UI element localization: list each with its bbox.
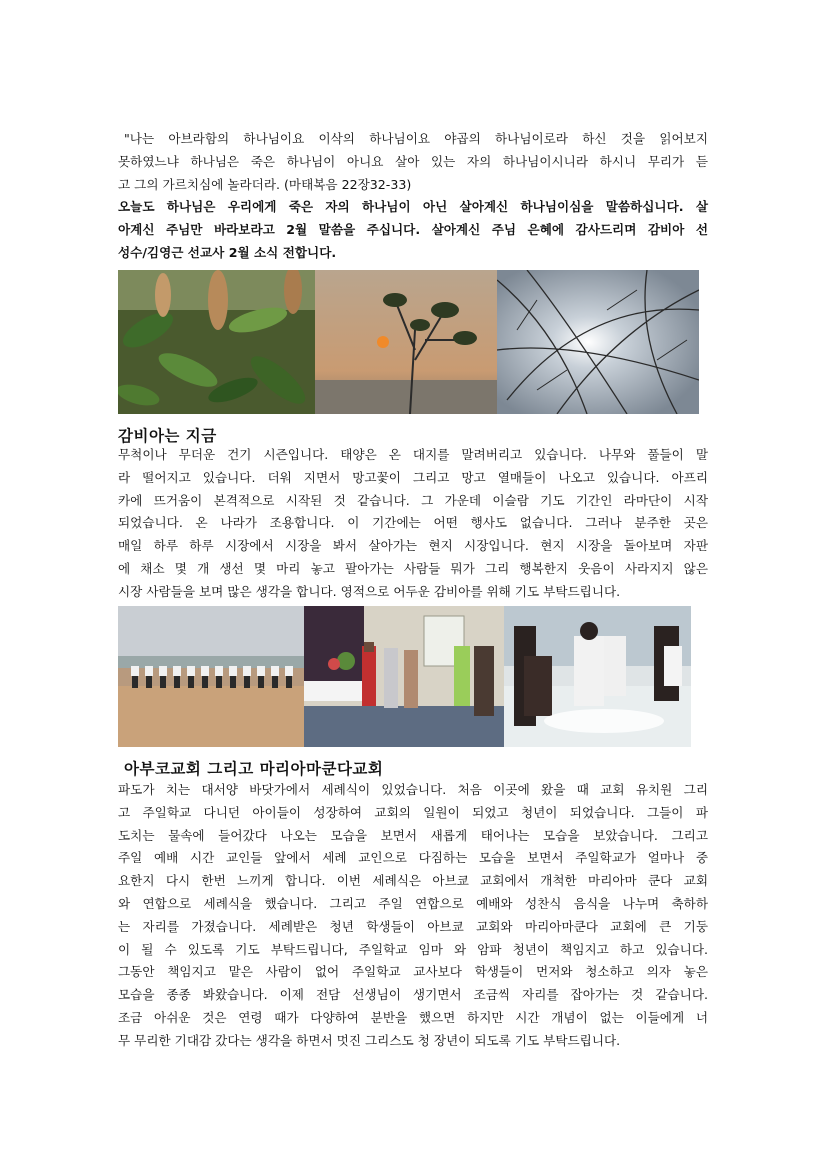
sunset-sea-photo [315,270,497,414]
section-title-gambia-now: 감비아는 지금 [118,427,217,445]
body-line: 고 주일학교 다니던 아이들이 성장하여 교회의 일원이 되었고 청년이 되었습니다. 그들이 파 [118,804,708,820]
body-line: 매일 하루 하루 시장에서 시장을 봐서 살아가는 현지 시장입니다. 현지 시장을 돌아보며 자판 [118,538,708,554]
church-service-photo [304,606,504,747]
body-line: 요한지 다시 한번 느끼게 합니다. 이번 세례식은 아브쿄 교회에서 개척한 마리아마 쿤다 교회 [118,873,708,889]
body-line: 조금 아쉬운 것은 연령 때가 다양하여 분반을 했으면 하지만 시간 개념이 없는 이들에게 너 [118,1009,708,1025]
body-line: 그동안 책임지고 맡은 사람이 없어 주일학교 교사보다 학생들이 먼저와 청소하고 의자 놓은 [118,964,708,980]
beach-baptism-group-photo [118,606,304,747]
intro-line: 오늘도 하나님은 우리에게 죽은 자의 하나님이 아닌 살아계신 하나님이심을 말씀하십니다. 살 [118,199,708,215]
body-line: 시장 사람들을 보며 많은 생각을 합니다. 영적으로 어두운 감비아를 위해 기도 부탁드립니다. [118,583,621,599]
body-line: 카에 뜨거움이 본격적으로 시작된 것 같습니다. 그 가운데 이슬람 기도 기간인 라마단이 시작 [118,492,708,508]
body-line: 주일 예배 시간 교인들 앞에서 세례 교인으로 다짐하는 모습을 보면서 주일학교가 얼마나 중 [118,850,708,866]
body-line: 무척이나 무더운 건기 시즌입니다. 태양은 온 대지를 말려버리고 있습니다. 나무와 풀들이 말 [118,447,708,462]
body-line: 파도가 치는 대서양 바닷가에서 세례식이 있었습니다. 처음 이곳에 왔을 때 교회 유치원 그리 [118,782,708,797]
bare-tree-sky-photo [497,270,699,414]
intro-line: 성수/김영근 선교사 2월 소식 전합니다. [118,244,337,260]
body-line: 모습을 종종 봐왔습니다. 이제 전담 선생님이 생기면서 조금씩 자리를 잡아가는 것 같습니다. [118,987,708,1003]
section-title-churches: 아부코교회 그리고 마리아마쿤다교회 [124,760,384,778]
mango-tree-photo [118,270,315,414]
intro-line: 고 그의 가르치심에 놀라더라. (마태복음 22장32-33) [118,176,412,192]
body-line: 는 자리를 가졌습니다. 세례받은 청년 학생들이 아브쿄 교회와 마리아마쿤다 교회에 큰 기둥 [118,918,708,934]
churches-paragraph [118,779,708,1053]
body-line: 이 될 수 있도록 기도 부탁드립니다, 주일학교 임마 와 암파 청년이 책임지고 하고 있습니다. [118,941,708,957]
sea-baptism-photo [504,606,691,747]
body-line: 되었습니다. 온 나라가 조용합니다. 이 기간에는 어떤 행사도 없습니다. 그러나 분주한 곳은 [118,515,708,531]
intro-line: 아계신 주님만 바라보라고 2월 말씀을 주십니다. 살아계신 주님 은혜에 감사드리며 감비아 선 [118,222,708,238]
intro-paragraph [118,128,708,265]
intro-line: 못하였느냐 하나님은 죽은 하나님이 아니요 살아 있는 자의 하나님이시니라 하시니 무리가 듣 [118,153,708,169]
body-line: 와 연합으로 세례식을 했습니다. 그리고 주일 연합으로 예배와 성찬식 음식을 나누며 축하하 [118,895,708,911]
body-line: 라 떨어지고 있습니다. 더워 지면서 망고꽃이 그리고 망고 열매들이 나오고 있습니다. 아프리 [118,469,708,485]
intro-line: "나는 아브라함의 하나님이요 이삭의 하나님이요 야곱의 하나님이로라 하신 것을 읽어보지 [124,131,708,146]
body-line: 도치는 물속에 들어갔다 나오는 모습을 보면서 새롭게 태어나는 모습을 보았습니다. 그리고 [118,827,708,843]
body-line: 에 채소 몇 개 생선 몇 마리 놓고 팔아가는 사람들 뭐가 그리 행복한지 웃음이 사라지지 않은 [118,560,708,576]
gambia-now-paragraph [118,444,708,604]
body-line: 무 무리한 기대감 갔다는 생각을 하면서 멋진 그리스도 청 장년이 되도록 기도 부탁드립니다. [118,1032,621,1048]
